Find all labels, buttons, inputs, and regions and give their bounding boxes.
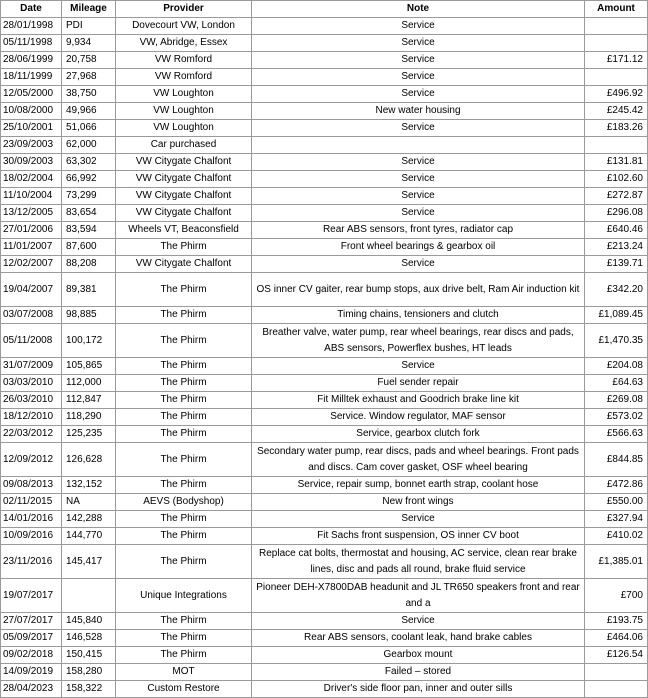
amount-cell: £496.92 (585, 86, 648, 103)
table-row (1, 630, 648, 647)
table-row (1, 86, 648, 103)
note-cell: Service (252, 35, 585, 52)
mileage-cell: 146,528 (62, 630, 116, 647)
header-row (1, 1, 648, 18)
note-cell: Rear ABS sensors, front tyres, radiator cap (252, 222, 585, 239)
amount-cell (585, 69, 648, 86)
provider-cell: AEVS (Bodyshop) (116, 494, 252, 511)
note-cell: Fit Milltek exhaust and Goodrich brake line kit (252, 392, 585, 409)
date-cell: 23/09/2003 (1, 137, 62, 154)
amount-cell: £139.71 (585, 256, 648, 273)
mileage-cell: 49,966 (62, 103, 116, 120)
provider-cell: VW Citygate Chalfont (116, 256, 252, 273)
provider-cell: MOT (116, 664, 252, 681)
provider-cell: The Phirm (116, 613, 252, 630)
amount-cell: £272.87 (585, 188, 648, 205)
table-row (1, 188, 648, 205)
note-cell: Replace cat bolts, thermostat and housing, AC service, clean rear brake lines, disc and pads all round, brake fluid service (252, 545, 585, 579)
header-amount: Amount (585, 1, 648, 18)
date-cell: 18/12/2010 (1, 409, 62, 426)
date-cell: 09/08/2013 (1, 477, 62, 494)
table-row (1, 18, 648, 35)
table-row (1, 392, 648, 409)
note-cell: New water housing (252, 103, 585, 120)
amount-cell: £550.00 (585, 494, 648, 511)
mileage-cell: 87,600 (62, 239, 116, 256)
amount-cell: £64.63 (585, 375, 648, 392)
mileage-cell: 158,322 (62, 681, 116, 698)
provider-cell: VW Romford (116, 52, 252, 69)
note-cell: Driver's side floor pan, inner and outer sills (252, 681, 585, 698)
mileage-cell: 9,934 (62, 35, 116, 52)
header-note: Note (252, 1, 585, 18)
provider-cell: VW Citygate Chalfont (116, 205, 252, 222)
table-row (1, 664, 648, 681)
provider-cell: The Phirm (116, 426, 252, 443)
mileage-cell: 98,885 (62, 307, 116, 324)
note-cell: Service (252, 511, 585, 528)
table-row (1, 239, 648, 256)
date-cell: 27/01/2006 (1, 222, 62, 239)
provider-cell: The Phirm (116, 358, 252, 375)
header-mileage: Mileage (62, 1, 116, 18)
note-cell: Fuel sender repair (252, 375, 585, 392)
date-cell: 03/03/2010 (1, 375, 62, 392)
date-cell: 10/09/2016 (1, 528, 62, 545)
mileage-cell: 89,381 (62, 273, 116, 307)
date-cell: 28/04/2023 (1, 681, 62, 698)
provider-cell: VW Citygate Chalfont (116, 188, 252, 205)
note-cell: Service (252, 256, 585, 273)
note-cell: OS inner CV gaiter, rear bump stops, aux drive belt, Ram Air induction kit (252, 273, 585, 307)
table-row (1, 171, 648, 188)
provider-cell: The Phirm (116, 477, 252, 494)
amount-cell (585, 137, 648, 154)
table-row (1, 358, 648, 375)
note-cell: Front wheel bearings & gearbox oil (252, 239, 585, 256)
amount-cell: £183.26 (585, 120, 648, 137)
table-row (1, 154, 648, 171)
provider-cell: The Phirm (116, 375, 252, 392)
note-cell: Breather valve, water pump, rear wheel bearings, rear discs and pads, ABS sensors, Powerflex bushes, HT leads (252, 324, 585, 358)
table-row (1, 494, 648, 511)
provider-cell: Custom Restore (116, 681, 252, 698)
amount-cell (585, 681, 648, 698)
mileage-cell: 126,628 (62, 443, 116, 477)
mileage-cell: 20,758 (62, 52, 116, 69)
date-cell: 12/02/2007 (1, 256, 62, 273)
table-row (1, 205, 648, 222)
mileage-cell: 27,968 (62, 69, 116, 86)
provider-cell: The Phirm (116, 409, 252, 426)
provider-cell: Car purchased (116, 137, 252, 154)
date-cell: 19/04/2007 (1, 273, 62, 307)
date-cell: 26/03/2010 (1, 392, 62, 409)
note-cell: Service. Window regulator, MAF sensor (252, 409, 585, 426)
provider-cell: The Phirm (116, 239, 252, 256)
amount-cell: £102.60 (585, 171, 648, 188)
date-cell: 14/09/2019 (1, 664, 62, 681)
note-cell: Secondary water pump, rear discs, pads and wheel bearings. Front pads and discs. Cam cover gasket, OSF wheel bearing (252, 443, 585, 477)
mileage-cell: 145,840 (62, 613, 116, 630)
date-cell: 03/07/2008 (1, 307, 62, 324)
note-cell: Service (252, 188, 585, 205)
note-cell: Service, gearbox clutch fork (252, 426, 585, 443)
note-cell (252, 137, 585, 154)
note-cell: Fit Sachs front suspension, OS inner CV boot (252, 528, 585, 545)
table-row (1, 375, 648, 392)
note-cell: Service, repair sump, bonnet earth strap, coolant hose (252, 477, 585, 494)
note-cell: Service (252, 205, 585, 222)
date-cell: 11/10/2004 (1, 188, 62, 205)
provider-cell: The Phirm (116, 273, 252, 307)
note-cell: Pioneer DEH-X7800DAB headunit and JL TR650 speakers front and rear and a (252, 579, 585, 613)
table-row (1, 307, 648, 324)
date-cell: 13/12/2005 (1, 205, 62, 222)
amount-cell: £193.75 (585, 613, 648, 630)
amount-cell: £410.02 (585, 528, 648, 545)
mileage-cell: 63,302 (62, 154, 116, 171)
table-row (1, 52, 648, 69)
mileage-cell: NA (62, 494, 116, 511)
amount-cell: £844.85 (585, 443, 648, 477)
table-row (1, 647, 648, 664)
mileage-cell: 38,750 (62, 86, 116, 103)
amount-cell: £342.20 (585, 273, 648, 307)
amount-cell: £269.08 (585, 392, 648, 409)
mileage-cell: 100,172 (62, 324, 116, 358)
note-cell: Failed – stored (252, 664, 585, 681)
date-cell: 31/07/2009 (1, 358, 62, 375)
date-cell: 28/06/1999 (1, 52, 62, 69)
amount-cell: £472.86 (585, 477, 648, 494)
date-cell: 18/02/2004 (1, 171, 62, 188)
header-provider: Provider (116, 1, 252, 18)
note-cell: Service (252, 171, 585, 188)
provider-cell: The Phirm (116, 511, 252, 528)
note-cell: Service (252, 154, 585, 171)
date-cell: 14/01/2016 (1, 511, 62, 528)
table-row (1, 579, 648, 613)
date-cell: 05/09/2017 (1, 630, 62, 647)
provider-cell: VW Citygate Chalfont (116, 154, 252, 171)
mileage-cell: 144,770 (62, 528, 116, 545)
amount-cell: £213.24 (585, 239, 648, 256)
mileage-cell: 118,290 (62, 409, 116, 426)
amount-cell: £126.54 (585, 647, 648, 664)
provider-cell: VW, Abridge, Essex (116, 35, 252, 52)
mileage-cell: 88,208 (62, 256, 116, 273)
provider-cell: VW Citygate Chalfont (116, 171, 252, 188)
mileage-cell: 51,066 (62, 120, 116, 137)
note-cell: Service (252, 18, 585, 35)
provider-cell: Dovecourt VW, London (116, 18, 252, 35)
mileage-cell: 125,235 (62, 426, 116, 443)
note-cell: New front wings (252, 494, 585, 511)
mileage-cell: 83,654 (62, 205, 116, 222)
provider-cell: VW Loughton (116, 103, 252, 120)
note-cell: Service (252, 86, 585, 103)
date-cell: 19/07/2017 (1, 579, 62, 613)
amount-cell: £327.94 (585, 511, 648, 528)
mileage-cell: 62,000 (62, 137, 116, 154)
note-cell: Service (252, 69, 585, 86)
date-cell: 10/08/2000 (1, 103, 62, 120)
date-cell: 11/01/2007 (1, 239, 62, 256)
provider-cell: The Phirm (116, 307, 252, 324)
table-row (1, 120, 648, 137)
table-row (1, 69, 648, 86)
amount-cell: £131.81 (585, 154, 648, 171)
amount-cell: £171.12 (585, 52, 648, 69)
table-row (1, 103, 648, 120)
note-cell: Service (252, 52, 585, 69)
table-row (1, 477, 648, 494)
amount-cell: £1,385.01 (585, 545, 648, 579)
amount-cell: £640.46 (585, 222, 648, 239)
date-cell: 05/11/1998 (1, 35, 62, 52)
amount-cell: £573.02 (585, 409, 648, 426)
amount-cell: £464.06 (585, 630, 648, 647)
mileage-cell: 145,417 (62, 545, 116, 579)
mileage-cell: 105,865 (62, 358, 116, 375)
amount-cell: £1,089.45 (585, 307, 648, 324)
note-cell: Gearbox mount (252, 647, 585, 664)
table-row (1, 443, 648, 477)
provider-cell: Unique Integrations (116, 579, 252, 613)
note-cell: Timing chains, tensioners and clutch (252, 307, 585, 324)
table-row (1, 545, 648, 579)
amount-cell: £204.08 (585, 358, 648, 375)
table-row (1, 137, 648, 154)
amount-cell (585, 35, 648, 52)
amount-cell: £566.63 (585, 426, 648, 443)
table-row (1, 681, 648, 698)
table-row (1, 273, 648, 307)
date-cell: 23/11/2016 (1, 545, 62, 579)
date-cell: 02/11/2015 (1, 494, 62, 511)
table-row (1, 409, 648, 426)
provider-cell: VW Romford (116, 69, 252, 86)
mileage-cell: 112,000 (62, 375, 116, 392)
date-cell: 12/05/2000 (1, 86, 62, 103)
table-row (1, 528, 648, 545)
provider-cell: The Phirm (116, 528, 252, 545)
header-date: Date (1, 1, 62, 18)
table-row (1, 324, 648, 358)
mileage-cell: 112,847 (62, 392, 116, 409)
mileage-cell: 150,415 (62, 647, 116, 664)
date-cell: 09/02/2018 (1, 647, 62, 664)
table-body (1, 18, 648, 698)
mileage-cell: 132,152 (62, 477, 116, 494)
amount-cell (585, 18, 648, 35)
provider-cell: VW Loughton (116, 86, 252, 103)
amount-cell: £700 (585, 579, 648, 613)
table-row (1, 511, 648, 528)
provider-cell: The Phirm (116, 545, 252, 579)
date-cell: 22/03/2012 (1, 426, 62, 443)
note-cell: Rear ABS sensors, coolant leak, hand brake cables (252, 630, 585, 647)
table-row (1, 222, 648, 239)
note-cell: Service (252, 358, 585, 375)
provider-cell: VW Loughton (116, 120, 252, 137)
amount-cell: £296.08 (585, 205, 648, 222)
provider-cell: Wheels VT, Beaconsfield (116, 222, 252, 239)
provider-cell: The Phirm (116, 630, 252, 647)
mileage-cell (62, 579, 116, 613)
mileage-cell: 73,299 (62, 188, 116, 205)
date-cell: 27/07/2017 (1, 613, 62, 630)
date-cell: 28/01/1998 (1, 18, 62, 35)
date-cell: 05/11/2008 (1, 324, 62, 358)
amount-cell: £1,470.35 (585, 324, 648, 358)
mileage-cell: PDI (62, 18, 116, 35)
date-cell: 30/09/2003 (1, 154, 62, 171)
date-cell: 12/09/2012 (1, 443, 62, 477)
table-row (1, 35, 648, 52)
amount-cell (585, 664, 648, 681)
mileage-cell: 158,280 (62, 664, 116, 681)
provider-cell: The Phirm (116, 443, 252, 477)
mileage-cell: 142,288 (62, 511, 116, 528)
table-row (1, 426, 648, 443)
note-cell: Service (252, 613, 585, 630)
date-cell: 18/11/1999 (1, 69, 62, 86)
date-cell: 25/10/2001 (1, 120, 62, 137)
provider-cell: The Phirm (116, 324, 252, 358)
mileage-cell: 66,992 (62, 171, 116, 188)
provider-cell: The Phirm (116, 392, 252, 409)
table-row (1, 256, 648, 273)
table-row (1, 613, 648, 630)
provider-cell: The Phirm (116, 647, 252, 664)
mileage-cell: 83,594 (62, 222, 116, 239)
note-cell: Service (252, 120, 585, 137)
amount-cell: £245.42 (585, 103, 648, 120)
